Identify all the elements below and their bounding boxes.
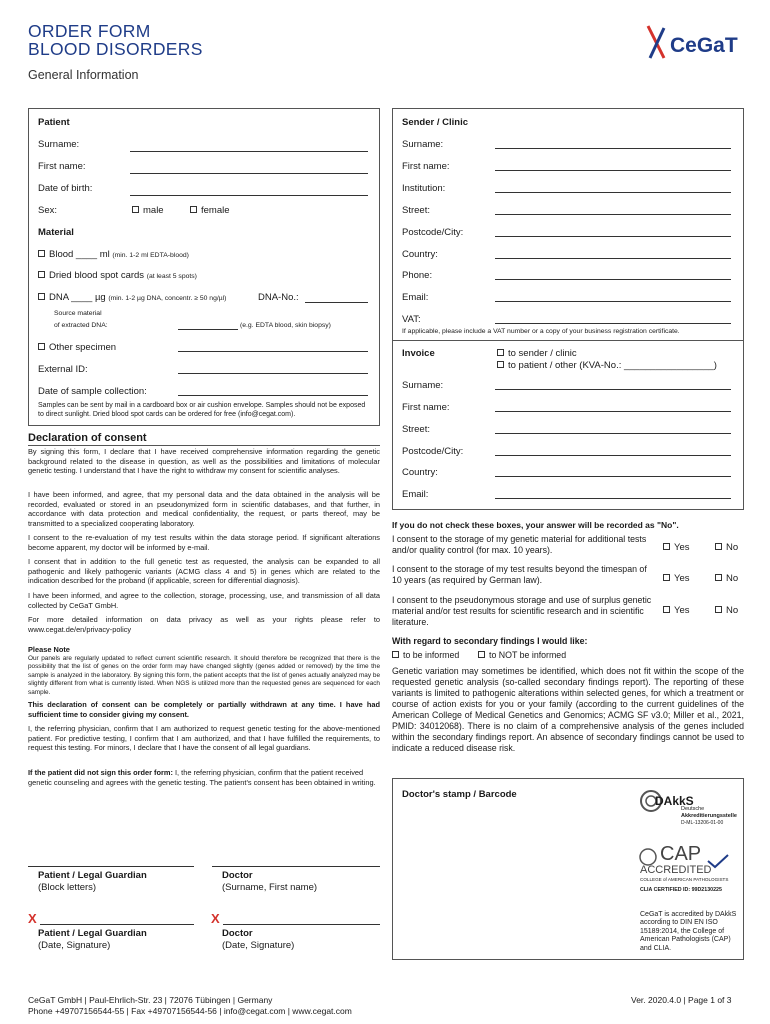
patient-block-letters-line[interactable] — [28, 866, 194, 867]
please-note-heading: Please Note — [28, 645, 70, 654]
dakks-text: DAkkS — [655, 794, 694, 808]
withdraw-text: This declaration of consent can be completely or partially withdrawn at any time. I have had sufficient time to consider giving my consent. — [28, 700, 380, 719]
not-signed-rest: I, the referring physician, confirm that the patient received genetic counseling and agrees with the genetic testing. The patient's consent has been obtained in writing. — [28, 768, 376, 787]
section-subtitle: General Information — [28, 68, 139, 82]
sender-postcode-label: Postcode/City: — [402, 227, 464, 238]
cap-college: COLLEGE of AMERICAN PATHOLOGISTS — [640, 877, 729, 882]
checkbox-icon[interactable] — [478, 651, 485, 658]
sig1-sub: (Block letters) — [38, 882, 97, 893]
secondary-heading: With regard to secondary findings I would like: — [392, 636, 588, 646]
option-q1: I consent to the storage of my genetic material for additional tests and/or quality control (for max. 10 years). — [392, 534, 647, 555]
collection-date-label: Date of sample collection: — [38, 386, 147, 397]
male-label: male — [143, 205, 164, 216]
patient-surname-field[interactable] — [130, 151, 368, 152]
q1-no-option[interactable] — [715, 542, 738, 553]
checkbox-icon[interactable] — [663, 574, 670, 581]
q2-no-option[interactable] — [715, 573, 738, 584]
sender-firstname-field[interactable] — [495, 170, 731, 171]
footer-contact: Phone +49707156544-55 | Fax +49707156544-56 | info@cegat.com | www.cegat.com — [28, 1006, 352, 1016]
sig3-title: Patient / Legal Guardian — [38, 928, 147, 939]
invoice-opt2-label: to patient / other (KVA-No.: _________________) — [508, 360, 717, 371]
invoice-country-field[interactable] — [495, 476, 731, 477]
vat-note: If applicable, please include a VAT number or a copy of your business registration certificate. — [402, 328, 680, 335]
sig4-title: Doctor — [222, 928, 253, 939]
dakks-logo — [640, 782, 740, 830]
title-line-1: ORDER FORM — [28, 21, 151, 41]
sig4-sub: (Date, Signature) — [222, 940, 295, 951]
sender-country-label: Country: — [402, 249, 438, 260]
yes-label: Yes — [674, 573, 690, 584]
doctor-signature-line[interactable] — [223, 924, 380, 925]
accreditation-note: CeGaT is accredited by DAkkS according to DIN EN ISO 15189:2014, the College of American Pathologists (CAP) and CLIA. — [640, 911, 737, 952]
options-warning: If you do not check these boxes, your answer will be recorded as "No". — [392, 520, 679, 530]
yes-label: Yes — [674, 605, 690, 616]
sig1-title: Patient / Legal Guardian — [38, 870, 147, 881]
consent-paragraph-5: I have been informed, and agree to the collection, storage, processing, use, and transmission of all data collected by CeGaT GmbH. — [28, 591, 380, 610]
informed-label: to be informed — [403, 650, 460, 660]
not-signed-bold: If the patient did not sign this order form: — [28, 768, 173, 777]
dbs-label: Dried blood spot cards — [49, 270, 145, 281]
cap-accredited: ACCREDITED — [640, 864, 712, 876]
sig2-sub: (Surname, First name) — [222, 882, 318, 893]
other-label: Other specimen — [49, 342, 117, 353]
cap-check-icon — [706, 853, 730, 869]
sender-phone-field[interactable] — [495, 279, 731, 280]
other-specimen-field[interactable] — [178, 351, 368, 352]
sender-vat-label: VAT: — [402, 314, 421, 325]
invoice-country-label: Country: — [402, 467, 438, 478]
cap-text: CAP — [660, 843, 702, 865]
external-id-label: External ID: — [38, 364, 88, 375]
sex-female-option[interactable] — [190, 205, 230, 216]
dna-note: (min. 1-2 µg DNA, concentr. ≥ 50 ng/µl) — [108, 295, 227, 302]
sender-heading: Sender / Clinic — [402, 117, 468, 128]
consent-paragraph-4: I consent that in addition to the full genetic test as requested, the analysis can be expanded to all pathogenic and likely pathogenic variants (ACMG class 4 and 5) in genes which are related to the indication described for the proband (if applicable, screen for differential diagnosis). — [28, 557, 380, 586]
invoice-firstname-field[interactable] — [495, 411, 731, 412]
invoice-street-field[interactable] — [495, 433, 731, 434]
consent-heading: Declaration of consent — [28, 432, 147, 444]
invoice-to-patient-option[interactable] — [497, 360, 717, 371]
no-label: No — [726, 542, 739, 553]
sender-institution-field[interactable] — [495, 192, 731, 193]
checkbox-icon[interactable] — [715, 543, 722, 550]
invoice-divider — [392, 340, 744, 341]
secondary-text: Genetic variation may sometimes be identified, which does not fit within the scope of the requested genetic analysis (so-called secondary findings report). The reporting of these variants is limited to pathogenic alterations within selected genes, for which a treatment or course of action exists for you or your family (according to the current guidelines of the American College of Medical Genetics and Genomics; ACMG SF v3.0; Miller et al., 2021, PMID: 34012068). There is no claim of a comprehensive analysis of the genes included within the secondary findings report. An absence of secondary findings cannot be used to indicate a reduced disease risk. — [392, 666, 744, 753]
patient-sign-x-icon: X — [28, 911, 37, 926]
secondary-informed-option[interactable] — [392, 650, 459, 660]
form-title — [28, 22, 203, 58]
sender-surname-label: Surname: — [402, 139, 444, 150]
footer-address: CeGaT GmbH | Paul-Ehrlich-Str. 23 | 72076 Tübingen | Germany — [28, 995, 273, 1005]
no-label: No — [726, 573, 739, 584]
invoice-postcode-label: Postcode/City: — [402, 446, 464, 457]
yes-label: Yes — [674, 542, 690, 553]
checkbox-icon[interactable] — [38, 250, 45, 257]
female-label: female — [201, 205, 230, 216]
sender-surname-field[interactable] — [495, 148, 731, 149]
dna-label: DNA ____ µg — [49, 292, 106, 303]
title-line-2: BLOOD DISORDERS — [28, 39, 203, 59]
dna-no-label: DNA-No.: — [258, 292, 299, 303]
sig3-sub: (Date, Signature) — [38, 940, 111, 951]
sender-street-label: Street: — [402, 205, 430, 216]
source-field[interactable] — [178, 329, 238, 330]
consent-paragraph-6: For more detailed information on data privacy as well as your rights please refer to www.cegat.de/en/privacy-policy — [28, 615, 380, 634]
checkbox-icon[interactable] — [38, 293, 45, 300]
patient-firstname-label: First name: — [38, 161, 86, 172]
invoice-street-label: Street: — [402, 424, 430, 435]
source-label-1: Source material — [54, 310, 102, 317]
sender-email-field[interactable] — [495, 301, 731, 302]
patient-box — [28, 108, 380, 426]
option-q3: I consent to the pseudonymous storage and use of surplus genetic material and/or test results for scientific research and in scientific literature. — [392, 595, 652, 627]
checkbox-icon[interactable] — [497, 349, 504, 356]
invoice-surname-label: Surname: — [402, 380, 444, 391]
invoice-email-label: Email: — [402, 489, 429, 500]
sender-email-label: Email: — [402, 292, 429, 303]
not-informed-label: to NOT be informed — [489, 650, 567, 660]
not-signed-text — [28, 768, 380, 787]
cap-logo — [638, 843, 738, 901]
sender-vat-field[interactable] — [495, 323, 731, 324]
blood-label: Blood ____ ml — [49, 249, 110, 260]
dakks-line4: D-ML-13206-01-00 — [681, 820, 724, 826]
checkbox-icon[interactable] — [497, 361, 504, 368]
material-dna-option[interactable] — [38, 292, 226, 303]
sender-postcode-field[interactable] — [495, 236, 731, 237]
checkbox-icon[interactable] — [663, 606, 670, 613]
material-dbs-option[interactable] — [38, 270, 197, 281]
dbs-note: (at least 5 spots) — [146, 273, 197, 280]
consent-paragraph-2: I have been informed, and agree, that my personal data and the data obtained in the analysis will be recorded, evaluated or stored in an pseudonymized form in scientific databases, and that further, in accordance with data protection and medical confidentiality, the request, or parts thereof, may be transmitted to a specialized cooperating laboratory. — [28, 490, 380, 528]
source-label-2: of extracted DNA: — [54, 322, 108, 329]
footer-version: Ver. 2020.4.0 | Page 1 of 3 — [631, 995, 732, 1005]
sig2-title: Doctor — [222, 870, 253, 881]
invoice-opt1-label: to sender / clinic — [508, 348, 577, 359]
patient-signature-line[interactable] — [40, 924, 194, 925]
q1-yes-option[interactable] — [663, 542, 690, 553]
consent-paragraph-1: By signing this form, I declare that I have received comprehensive information regarding the genetic background related to the disease in question, as well as the possibilities and limitations of molecular genetic testing. I understand that I have the right to withdraw my consent for scientific analyses. — [28, 447, 380, 476]
secondary-not-informed-option[interactable] — [478, 650, 566, 660]
no-label: No — [726, 605, 739, 616]
dakks-line3: Akkreditierungsstelle — [681, 813, 737, 819]
consent-divider — [28, 445, 380, 446]
patient-firstname-field[interactable] — [130, 173, 368, 174]
doctor-sign-x-icon: X — [211, 911, 220, 926]
dakks-line2: Deutsche — [681, 806, 705, 812]
cegat-logo — [640, 22, 745, 64]
sex-male-option[interactable] — [132, 205, 164, 216]
material-blood-option[interactable] — [38, 249, 189, 260]
collection-date-field[interactable] — [178, 395, 368, 396]
physician-text: I, the referring physician, confirm that I am authorized to request genetic testing for the above-mentioned patient. For predictive testing, I confirm that I am authorized, and that I have fulfilled the requirements, to request this testing. For minors, I declare that I have the consent of all legal guardians. — [28, 724, 380, 753]
logo-text: CeGaT — [670, 34, 738, 57]
option-q2: I consent to the storage of my test results beyond the timespan of 10 years (as required by German law). — [392, 564, 647, 585]
invoice-postcode-field[interactable] — [495, 455, 731, 456]
patient-dob-label: Date of birth: — [38, 183, 93, 194]
q2-yes-option[interactable] — [663, 573, 690, 584]
invoice-heading: Invoice — [402, 348, 435, 359]
checkbox-icon[interactable] — [38, 271, 45, 278]
checkbox-icon[interactable] — [38, 343, 45, 350]
dna-no-field[interactable] — [305, 302, 368, 303]
sender-street-field[interactable] — [495, 214, 731, 215]
source-note: (e.g. EDTA blood, skin biopsy) — [240, 322, 331, 329]
patient-heading: Patient — [38, 117, 70, 128]
patient-dob-field[interactable] — [130, 195, 368, 196]
stamp-heading: Doctor's stamp / Barcode — [402, 789, 517, 800]
checkbox-icon[interactable] — [132, 206, 139, 213]
invoice-firstname-label: First name: — [402, 402, 450, 413]
invoice-email-field[interactable] — [495, 498, 731, 499]
shipping-note: Samples can be sent by mail in a cardboard box or air cushion envelope. Samples should not be exposed to direct sunlight. Dried blood spot cards can be ordered for free (info@cegat.com). — [38, 402, 366, 418]
please-note-text: Our panels are regularly updated to reflect current scientific research. It should therefore be recognized that there is the possibility that the list of genes on the order form may have changed slightly (genes added or removed) by the time the sample is analyzed in the laboratory. By signing this form, the patient accepts that the list of genes actually analyzed may be slightly different from what is currently listed. When NGS is utilized more than the requested genes are sequenced for each sample. — [28, 655, 380, 696]
checkbox-icon[interactable] — [715, 606, 722, 613]
material-heading: Material — [38, 227, 74, 238]
checkbox-icon[interactable] — [190, 206, 197, 213]
q3-no-option[interactable] — [715, 605, 738, 616]
consent-paragraph-3: I consent to the re-evaluation of my test results within the data storage period. If significant alterations become apparent, my doctor will be informed by e-mail. — [28, 533, 380, 552]
q3-yes-option[interactable] — [663, 605, 690, 616]
checkbox-icon[interactable] — [715, 574, 722, 581]
sender-institution-label: Institution: — [402, 183, 446, 194]
external-id-field[interactable] — [178, 373, 368, 374]
patient-sex-label: Sex: — [38, 205, 58, 216]
sender-phone-label: Phone: — [402, 270, 433, 281]
clia-text: CLIA CERTIFIED ID: 99D2130225 — [640, 887, 722, 893]
blood-note: (min. 1-2 ml EDTA-blood) — [112, 252, 189, 259]
patient-surname-label: Surname: — [38, 139, 80, 150]
other-specimen-option[interactable] — [38, 342, 116, 353]
sender-firstname-label: First name: — [402, 161, 450, 172]
sender-country-field[interactable] — [495, 258, 731, 259]
doctor-name-line[interactable] — [212, 866, 380, 867]
checkbox-icon[interactable] — [392, 651, 399, 658]
checkbox-icon[interactable] — [663, 543, 670, 550]
invoice-to-sender-option[interactable] — [497, 348, 577, 359]
invoice-surname-field[interactable] — [495, 389, 731, 390]
